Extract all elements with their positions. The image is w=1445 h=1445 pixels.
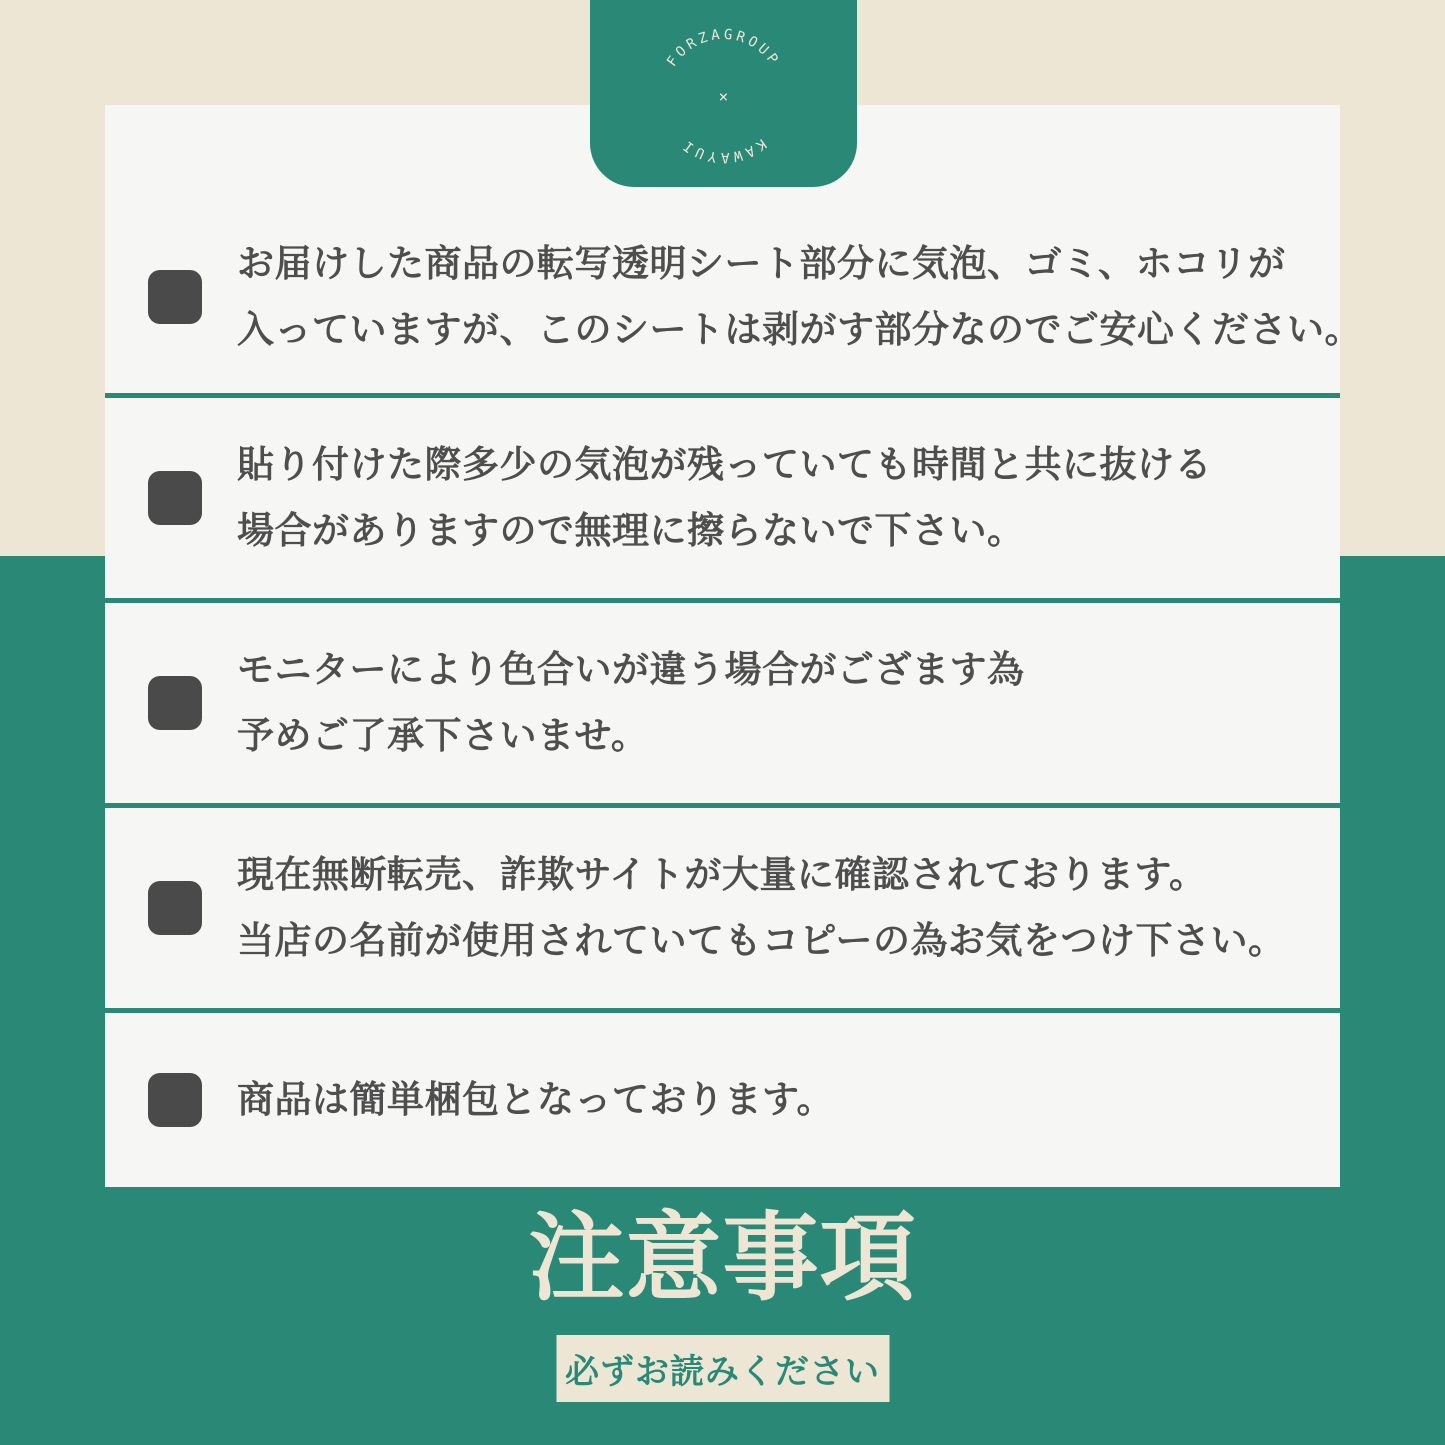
notice-text [237, 842, 1286, 974]
notice-card [105, 1008, 1340, 1187]
checkbox-icon [148, 471, 202, 525]
page-title: 注意事項 [528, 1202, 917, 1314]
notice-line: お届けした商品の転写透明シート部分に気泡、ゴミ、ホコリが [237, 242, 1286, 285]
notice-line: モニターにより色合いが違う場合がござます為 [237, 648, 1025, 691]
notice-line: 貼り付けた際多少の気泡が残っていても時間と共に抜ける [237, 443, 1212, 486]
notice-line: 予めご了承下さいませ。 [237, 714, 649, 757]
checkbox-icon [148, 270, 202, 324]
checkbox-icon [148, 676, 202, 730]
notice-line: 現在無断転売、詐欺サイトが大量に確認されております。 [237, 853, 1207, 896]
must-read-label: 必ずお読みください [556, 1335, 889, 1402]
brand-arc-bottom: KAWAYUI [678, 135, 769, 165]
brand-badge [590, 0, 857, 187]
brand-arc-top: FORZAGROUP [664, 26, 783, 70]
notice-card [105, 598, 1340, 803]
notice-card [105, 393, 1340, 598]
notice-line: 場合がありますので無理に擦らないで下さい。 [237, 509, 1025, 552]
notice-text [237, 231, 1362, 363]
checkbox-icon [148, 1073, 202, 1127]
brand-circular-logo [590, 0, 857, 187]
notice-line: 商品は簡単梱包となっております。 [237, 1078, 835, 1121]
notices-panel [105, 105, 1362, 1187]
notice-card [105, 803, 1340, 1008]
brand-x-icon: × [718, 87, 729, 106]
notice-text [237, 432, 1212, 564]
notice-text [237, 637, 1025, 769]
notice-line: 入っていますが、このシートは剥がす部分なのでご安心ください。 [237, 308, 1362, 351]
notice-text [237, 1067, 834, 1133]
checkbox-icon [148, 881, 202, 935]
notice-line: 当店の名前が使用されていてもコピーの為お気をつけ下さい。 [237, 919, 1286, 962]
